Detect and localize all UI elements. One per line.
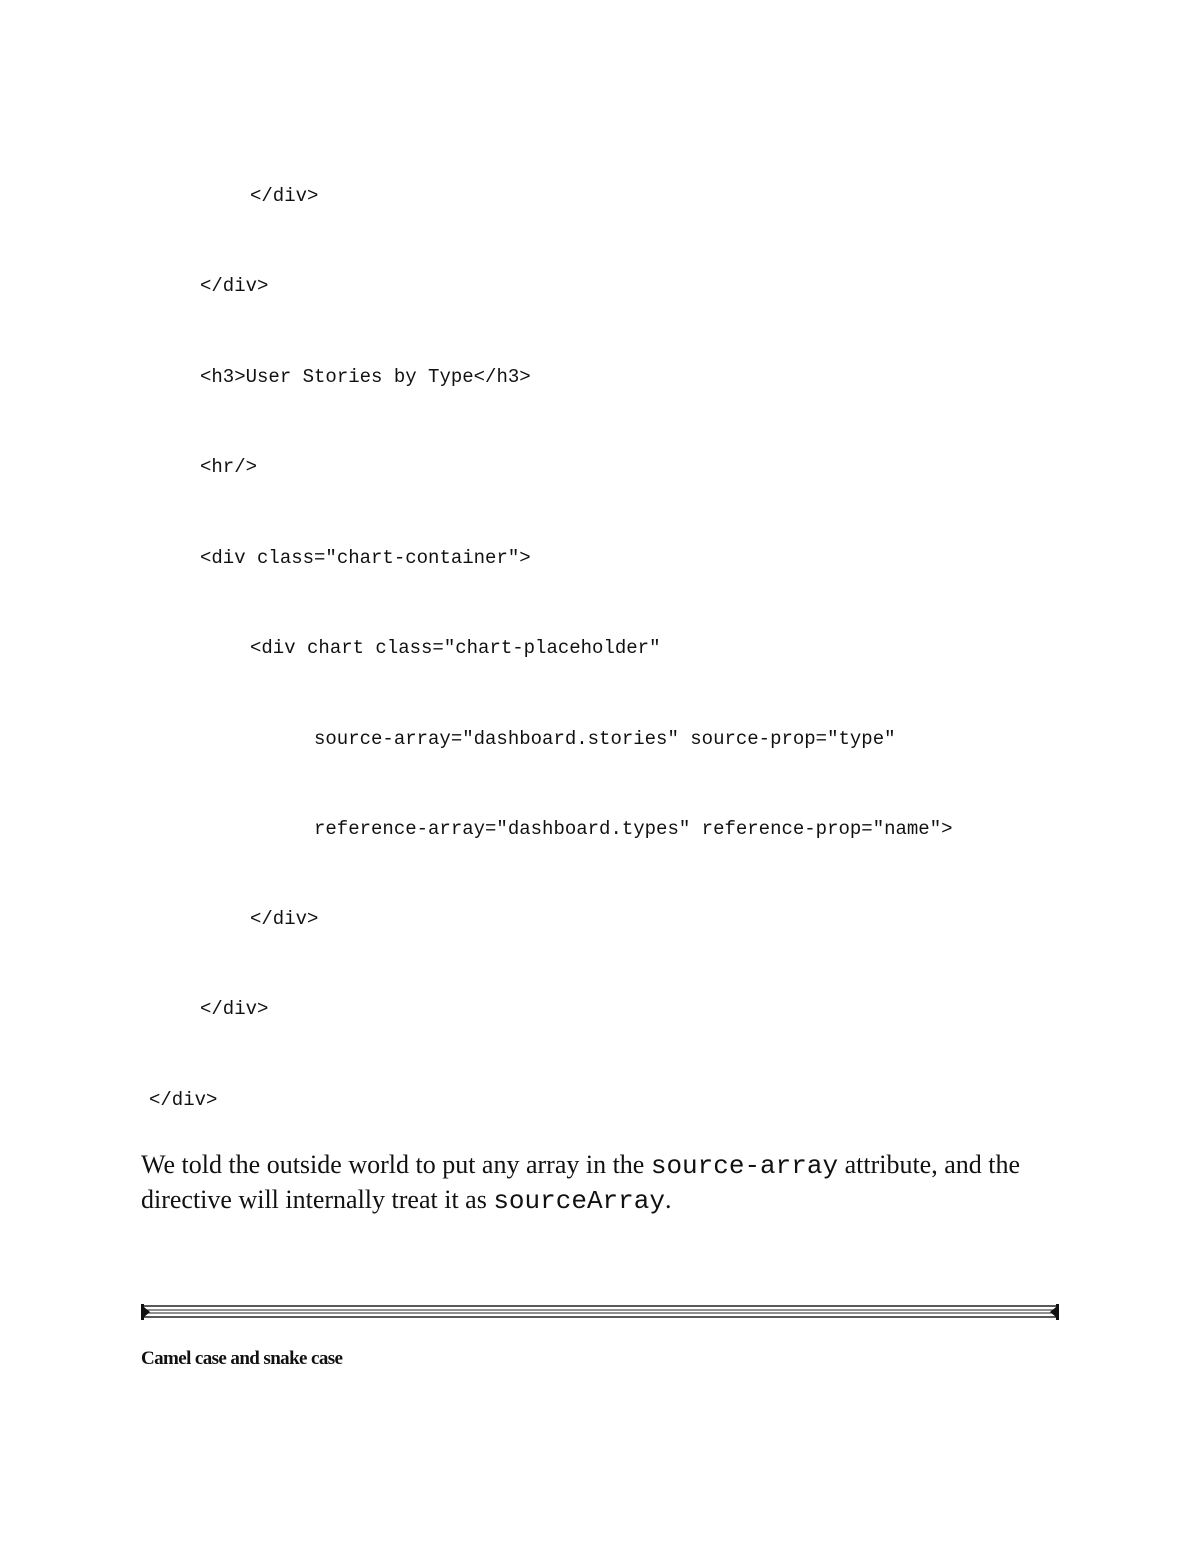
code-line: source-array="dashboard.stories" source-prop="type" [314,728,896,750]
paragraph-text: We told the outside world to put any array in the [141,1150,651,1179]
code-line: </div> [149,1089,218,1111]
code-line: <div chart class="chart-placeholder" [250,637,661,659]
horizontal-rule [141,1303,1059,1321]
code-line: </div> [200,998,269,1020]
code-line: <div class="chart-container"> [200,547,531,569]
paragraph-text: attribute, and the directive will internally treat it as [141,1150,1021,1214]
code-line: </div> [250,908,319,930]
code-line: </div> [200,275,269,297]
code-line: </div> [250,185,319,207]
code-line: reference-array="dashboard.types" reference-prop="name"> [314,818,953,840]
paragraph-text: . [664,1185,672,1214]
section-heading: Camel case and snake case [141,1348,343,1369]
code-line: <h3>User Stories by Type</h3> [200,366,531,388]
body-paragraph [141,1148,1071,1218]
inline-code: sourceArray [493,1186,665,1216]
code-line: <hr/> [200,456,258,478]
inline-code: source-array [650,1151,839,1181]
